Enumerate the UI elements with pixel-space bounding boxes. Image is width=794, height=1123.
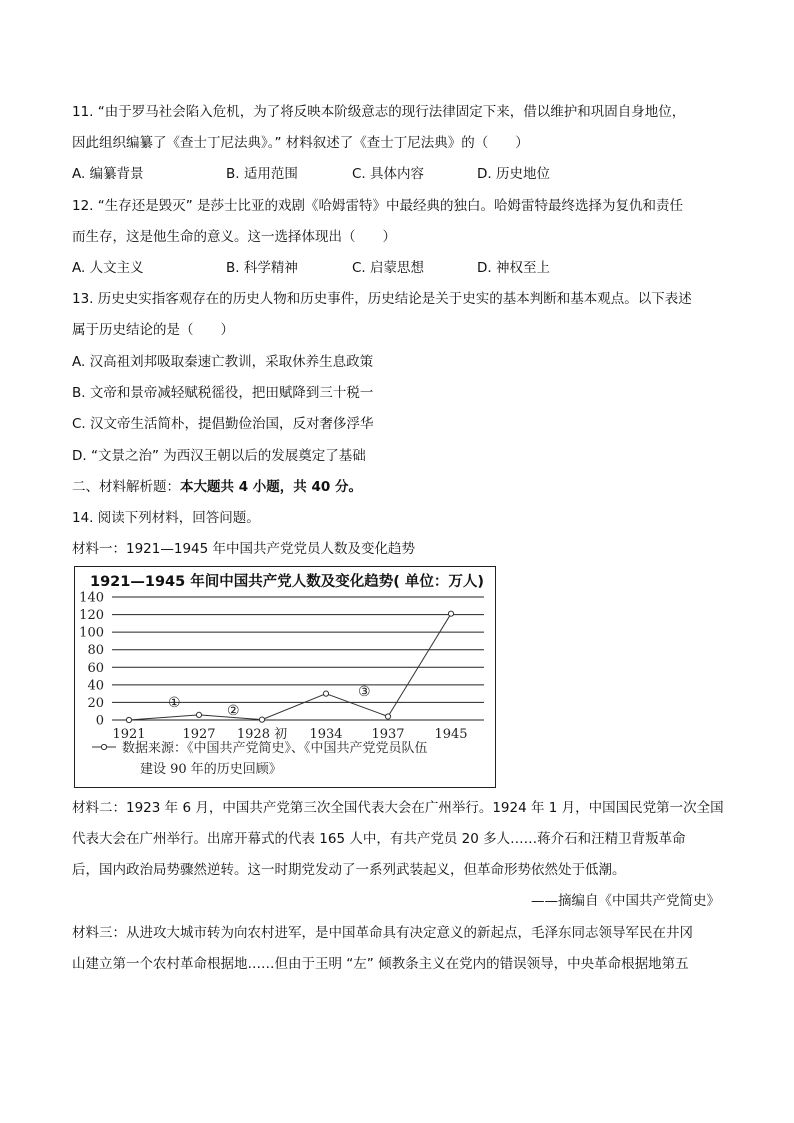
x-tick-label: 1928 初 — [236, 727, 288, 742]
annotation-circle-3: ③ — [358, 684, 371, 700]
q13-stem-line2: 属于历史结论的是（ ） — [72, 322, 234, 338]
q12-option-c[interactable]: C. 启蒙思想 — [352, 260, 425, 276]
material-3-line1: 材料三：从进攻大城市转为向农村进军，是中国革命具有决定意义的新起点，毛泽东同志领导军民在井冈 — [72, 925, 693, 941]
annotation-circle-1: ① — [168, 695, 181, 711]
data-point-marker — [323, 691, 328, 696]
y-tick-label: 80 — [87, 643, 104, 659]
q11-option-a[interactable]: A. 编纂背景 — [72, 166, 144, 182]
y-tick-label: 0 — [95, 713, 104, 729]
y-tick-label: 120 — [79, 608, 104, 624]
legend-source-line2: 建设 90 年的历史回顾》 — [140, 762, 282, 777]
q13-stem-line1: 13. 历史史实指客观存在的历史人物和历史事件，历史结论是关于史实的基本判断和基本观点。以下表述 — [72, 291, 692, 307]
y-tick-label: 40 — [87, 678, 104, 694]
q12-options — [72, 259, 672, 277]
chart-title: 1921—1945 年间中国共产党人数及变化趋势( 单位：万人) — [90, 574, 485, 590]
y-tick-label: 60 — [87, 660, 104, 676]
x-tick-label: 1937 — [371, 727, 405, 742]
q11-stem-line2: 因此组织编纂了《查士丁尼法典》。” 材料叙述了《查士丁尼法典》的（ ） — [72, 135, 529, 151]
data-point-marker — [126, 717, 131, 722]
annotation-circle-2: ② — [227, 703, 240, 719]
q12-option-a[interactable]: A. 人文主义 — [72, 260, 144, 276]
q13-option-a[interactable]: A. 汉高祖刘邦吸取秦速亡教训，采取休养生息政策 — [72, 354, 374, 370]
y-tick-label: 20 — [87, 695, 104, 711]
material-2-source: ——摘编自《中国共产党简史》 — [531, 893, 720, 909]
y-tick-label: 100 — [79, 625, 104, 641]
material-2-line3: 后，国内政治局势骤然逆转。这一时期党发动了一系列武装起义，但革命形势依然处于低潮。 — [72, 862, 626, 878]
legend-marker-icon — [101, 744, 106, 749]
q13-option-d[interactable]: D. “文景之治” 为西汉王朝以后的发展奠定了基础 — [72, 448, 366, 464]
material-1-caption: 材料一：1921—1945 年中国共产党党员人数及变化趋势 — [72, 541, 416, 557]
data-point-marker — [385, 714, 390, 719]
q11-option-c[interactable]: C. 具体内容 — [352, 166, 425, 182]
x-tick-label: 1927 — [182, 727, 216, 742]
q13-option-c[interactable]: C. 汉文帝生活简朴，提倡勤俭治国，反对奢侈浮华 — [72, 416, 374, 432]
data-point-marker — [259, 717, 264, 722]
section-2-title: 二、材料解析题： — [72, 479, 180, 495]
q12-option-d[interactable]: D. 神权至上 — [477, 260, 550, 276]
y-tick-label: 140 — [79, 590, 104, 606]
q12-option-b[interactable]: B. 科学精神 — [226, 260, 298, 276]
x-tick-label: 1934 — [309, 727, 343, 742]
q12-stem-line2: 而生存，这是他生命的意义。这一选择体现出（ ） — [72, 229, 396, 245]
section-2-description: 本大题共 4 小题，共 40 分。 — [180, 479, 362, 495]
data-point-marker — [196, 712, 201, 717]
q14-intro: 14. 阅读下列材料，回答问题。 — [72, 510, 260, 526]
q13-option-b[interactable]: B. 文帝和景帝减轻赋税徭役，把田赋降到三十税一 — [72, 385, 374, 401]
x-tick-label: 1921 — [112, 727, 146, 742]
material-2-line1: 材料二：1923 年 6 月，中国共产党第三次全国代表大会在广州举行。1924 年 1 月，中国国民党第一次全国 — [72, 800, 724, 816]
party-membership-chart — [74, 566, 496, 788]
q11-stem-line1: 11. “由于罗马社会陷入危机，为了将反映本阶级意志的现行法律固定下来，借以维护和巩固自身地位， — [72, 104, 686, 120]
legend-source-line1: 数据来源：《中国共产党简史》、《中国共产党党员队伍 — [122, 741, 428, 756]
section-2-heading — [72, 478, 362, 496]
q11-option-d[interactable]: D. 历史地位 — [477, 166, 550, 182]
data-point-marker — [448, 611, 453, 616]
material-2-line2: 代表大会在广州举行。出席开幕式的代表 165 人中，有共产党员 20 多人……蒋介石和汪精卫背叛革命 — [72, 831, 686, 847]
q11-options — [72, 165, 672, 183]
x-tick-label: 1945 — [434, 727, 468, 742]
q11-option-b[interactable]: B. 适用范围 — [226, 166, 298, 182]
material-3-line2: 山建立第一个农村革命根据地……但由于王明 “左” 倾教条主义在党内的错误领导，中央革命根据地第五 — [72, 956, 689, 972]
q12-stem-line1: 12. “生存还是毁灭” 是莎士比亚的戏剧《哈姆雷特》中最经典的独白。哈姆雷特最终选择为复仇和责任 — [72, 198, 684, 214]
